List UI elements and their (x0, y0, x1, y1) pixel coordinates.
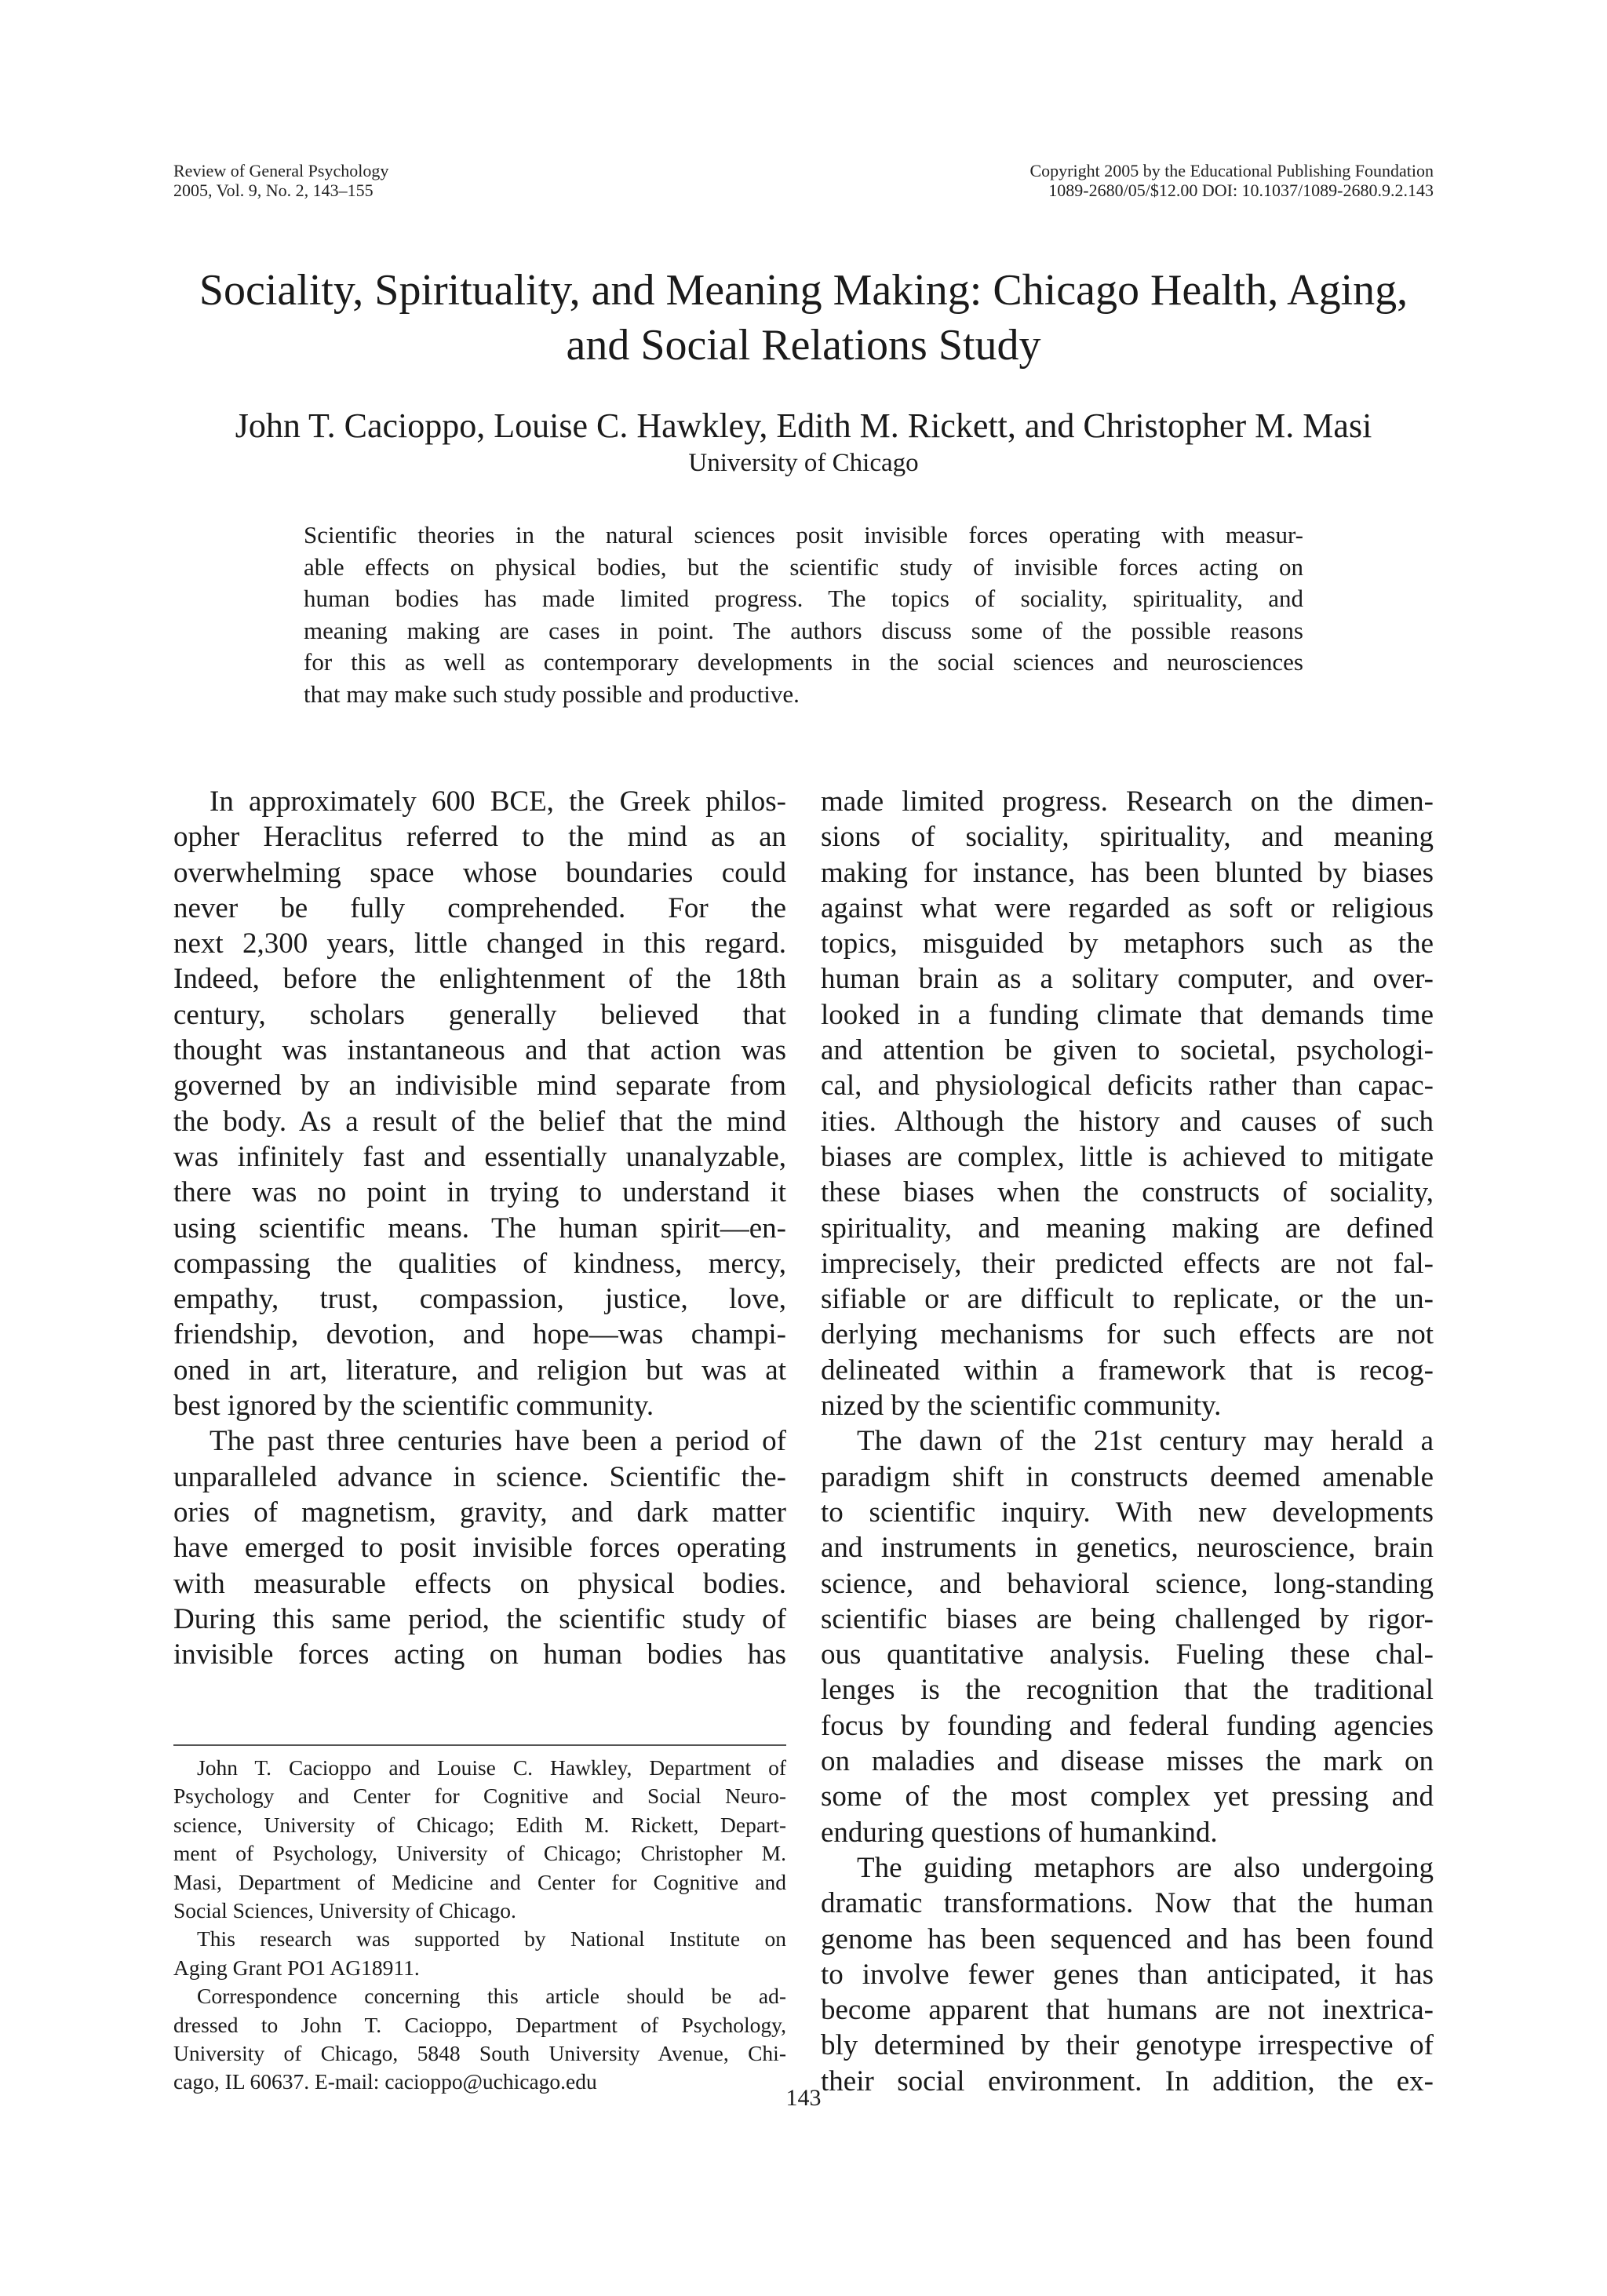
text-line: to scientific inquiry. With new developments (821, 1496, 1434, 1529)
text-line: science, and behavioral science, long-standing (821, 1567, 1434, 1600)
text-line: become apparent that humans are not inextrica- (821, 1994, 1434, 2027)
text-line: The dawn of the 21st century may herald a (857, 1425, 1434, 1458)
footnote-line: ment of Psychology, University of Chicago; Christopher M. (173, 1841, 786, 1866)
footnote-line: cago, IL 60637. E-mail: cacioppo@uchicago.edu (173, 2069, 597, 2094)
paragraph (173, 784, 786, 1423)
footnote-line: Correspondence concerning this article should be ad- (197, 1984, 786, 2009)
footnote-line: University of Chicago, 5848 South University Avenue, Chi- (173, 2041, 786, 2066)
text-line: best ignored by the scientific community. (173, 1390, 654, 1423)
text-line: biases are complex, little is achieved to mitigate (821, 1140, 1434, 1173)
text-line: was infinitely fast and essentially unanalyzable, (173, 1140, 786, 1173)
text-line: bly determined by their genotype irrespective of (821, 2029, 1434, 2062)
text-line: and attention be given to societal, psychologi- (821, 1034, 1434, 1067)
running-header-left (173, 161, 388, 200)
text-line: spirituality, and meaning making are defined (821, 1212, 1434, 1245)
text-line: friendship, devotion, and hope—was champi- (173, 1318, 786, 1351)
text-line: century, scholars generally believed that (173, 998, 786, 1031)
running-header-right (1029, 161, 1434, 200)
text-line: never be fully comprehended. For the (173, 891, 786, 924)
text-line: imprecisely, their predicted effects are not fal- (821, 1247, 1434, 1280)
text-line: next 2,300 years, little changed in this regard. (173, 928, 786, 960)
text-line: The past three centuries have been a period of (210, 1425, 786, 1458)
text-line: ories of magnetism, gravity, and dark matter (173, 1496, 786, 1529)
text-line: the body. As a result of the belief that the mind (173, 1105, 786, 1138)
text-line: oned in art, literature, and religion but was at (173, 1354, 786, 1387)
text-line: derlying mechanisms for such effects are not (821, 1318, 1434, 1351)
text-line: sifiable or are difficult to replicate, or the un- (821, 1283, 1434, 1316)
text-line: unparalleled advance in science. Scientific the- (173, 1460, 786, 1493)
text-line: scientific biases are being challenged by rigor- (821, 1602, 1434, 1635)
text-line: their social environment. In addition, the ex- (821, 2065, 1434, 2097)
text-line: using scientific means. The human spirit—en- (173, 1212, 786, 1245)
text-line: with measurable effects on physical bodies. (173, 1567, 786, 1600)
footnote-line: John T. Cacioppo and Louise C. Hawkley, Department of (197, 1755, 786, 1780)
footnote-line: Masi, Department of Medicine and Center for Cognitive and (173, 1869, 786, 1894)
footnote-author-affiliations (173, 1754, 786, 1925)
footnote-divider (173, 1744, 786, 1746)
text-line: some of the most complex yet pressing and (821, 1780, 1434, 1813)
doi-line: 1089-2680/05/$12.00 DOI: 10.1037/1089-2680.9.2.143 (1048, 180, 1434, 200)
abstract-line: meaning making are cases in point. The authors discuss some of the possible reasons (304, 616, 1303, 644)
footnote-line: Social Sciences, University of Chicago. (173, 1898, 516, 1923)
footnotes (173, 1754, 786, 2097)
text-line: made limited progress. Research on the dimen- (821, 785, 1434, 818)
text-line: compassing the qualities of kindness, mercy, (173, 1247, 786, 1280)
journal-name: Review of General Psychology (173, 161, 389, 180)
text-line: paradigm shift in constructs deemed amenable (821, 1460, 1434, 1493)
text-line: against what were regarded as soft or religious (821, 891, 1434, 924)
footnote-line: Psychology and Center for Cognitive and Social Neuro- (173, 1784, 786, 1809)
title-line: and Social Relations Study (566, 321, 1041, 370)
text-line: During this same period, the scientific study of (173, 1602, 786, 1635)
footnote-line: Aging Grant PO1 AG18911. (173, 1955, 420, 1980)
article-title (157, 263, 1450, 373)
text-line: have emerged to posit invisible forces operating (173, 1532, 786, 1565)
text-line: invisible forces acting on human bodies has (173, 1638, 786, 1671)
paragraph (821, 1423, 1434, 1850)
paragraph (173, 1423, 786, 1672)
copyright-line: Copyright 2005 by the Educational Publishing Foundation (1029, 161, 1434, 180)
footnote-line: science, University of Chicago; Edith M. Rickett, Depart- (173, 1812, 786, 1837)
text-line: to involve fewer genes than anticipated, it has (821, 1958, 1434, 1991)
text-line: on maladies and disease misses the mark on (821, 1745, 1434, 1778)
abstract (304, 519, 1303, 711)
text-line: and instruments in genetics, neuroscience, brain (821, 1532, 1434, 1565)
footnote-funding (173, 1925, 786, 1982)
abstract-line: able effects on physical bodies, but the scientific study of invisible forces acting on (304, 552, 1303, 581)
text-line: focus by founding and federal funding agencies (821, 1709, 1434, 1742)
text-line: genome has been sequenced and has been found (821, 1922, 1434, 1955)
text-line: thought was instantaneous and that action was (173, 1034, 786, 1067)
footnote-line: This research was supported by National Institute on (197, 1926, 786, 1952)
text-line: these biases when the constructs of sociality, (821, 1176, 1434, 1209)
text-line: enduring questions of humankind. (821, 1816, 1218, 1849)
text-line: The guiding metaphors are also undergoing (857, 1851, 1434, 1884)
left-column (173, 784, 786, 1672)
text-line: Indeed, before the enlightenment of the 18th (173, 963, 786, 996)
text-line: governed by an indivisible mind separate from (173, 1070, 786, 1102)
abstract-line: that may make such study possible and productive. (304, 680, 800, 708)
paragraph (821, 1850, 1434, 2099)
text-line: cal, and physiological deficits rather than capac- (821, 1070, 1434, 1102)
issue-info: 2005, Vol. 9, No. 2, 143–155 (173, 180, 374, 200)
paragraph (821, 784, 1434, 1423)
text-line: opher Heraclitus referred to the mind as an (173, 821, 786, 854)
text-line: looked in a funding climate that demands time (821, 998, 1434, 1031)
text-line: there was no point in trying to understand it (173, 1176, 786, 1209)
text-line: dramatic transformations. Now that the human (821, 1887, 1434, 1920)
text-line: overwhelming space whose boundaries could (173, 856, 786, 889)
text-line: ous quantitative analysis. Fueling these chal- (821, 1638, 1434, 1671)
text-line: topics, misguided by metaphors such as the (821, 928, 1434, 960)
title-line: Sociality, Spirituality, and Meaning Making: Chicago Health, Aging, (199, 266, 1408, 315)
page-number: 143 (785, 2085, 822, 2111)
text-line: delineated within a framework that is recog- (821, 1354, 1434, 1387)
abstract-line: Scientific theories in the natural sciences posit invisible forces operating with measur- (304, 521, 1303, 548)
text-line: lenges is the recognition that the traditional (821, 1674, 1434, 1707)
abstract-line: human bodies has made limited progress. The topics of sociality, spirituality, and (304, 585, 1303, 613)
right-column (821, 784, 1434, 2099)
text-line: sions of sociality, spirituality, and meaning (821, 821, 1434, 854)
text-line: empathy, trust, compassion, justice, love, (173, 1283, 786, 1316)
text-line: making for instance, has been blunted by biases (821, 856, 1434, 889)
footnote-correspondence (173, 1982, 786, 2097)
author-list: John T. Cacioppo, Louise C. Hawkley, Edith M. Rickett, and Christopher M. Masi (235, 406, 1372, 445)
text-line: nized by the scientific community. (821, 1390, 1222, 1423)
text-line: ities. Although the history and causes of such (821, 1105, 1434, 1138)
footnote-line: dressed to John T. Cacioppo, Department of Psychology, (173, 2012, 786, 2037)
affiliation: University of Chicago (688, 449, 919, 477)
text-line: In approximately 600 BCE, the Greek philos- (210, 785, 786, 818)
abstract-line: for this as well as contemporary developments in the social sciences and neurosciences (304, 648, 1303, 676)
text-line: human brain as a solitary computer, and over- (821, 963, 1434, 996)
